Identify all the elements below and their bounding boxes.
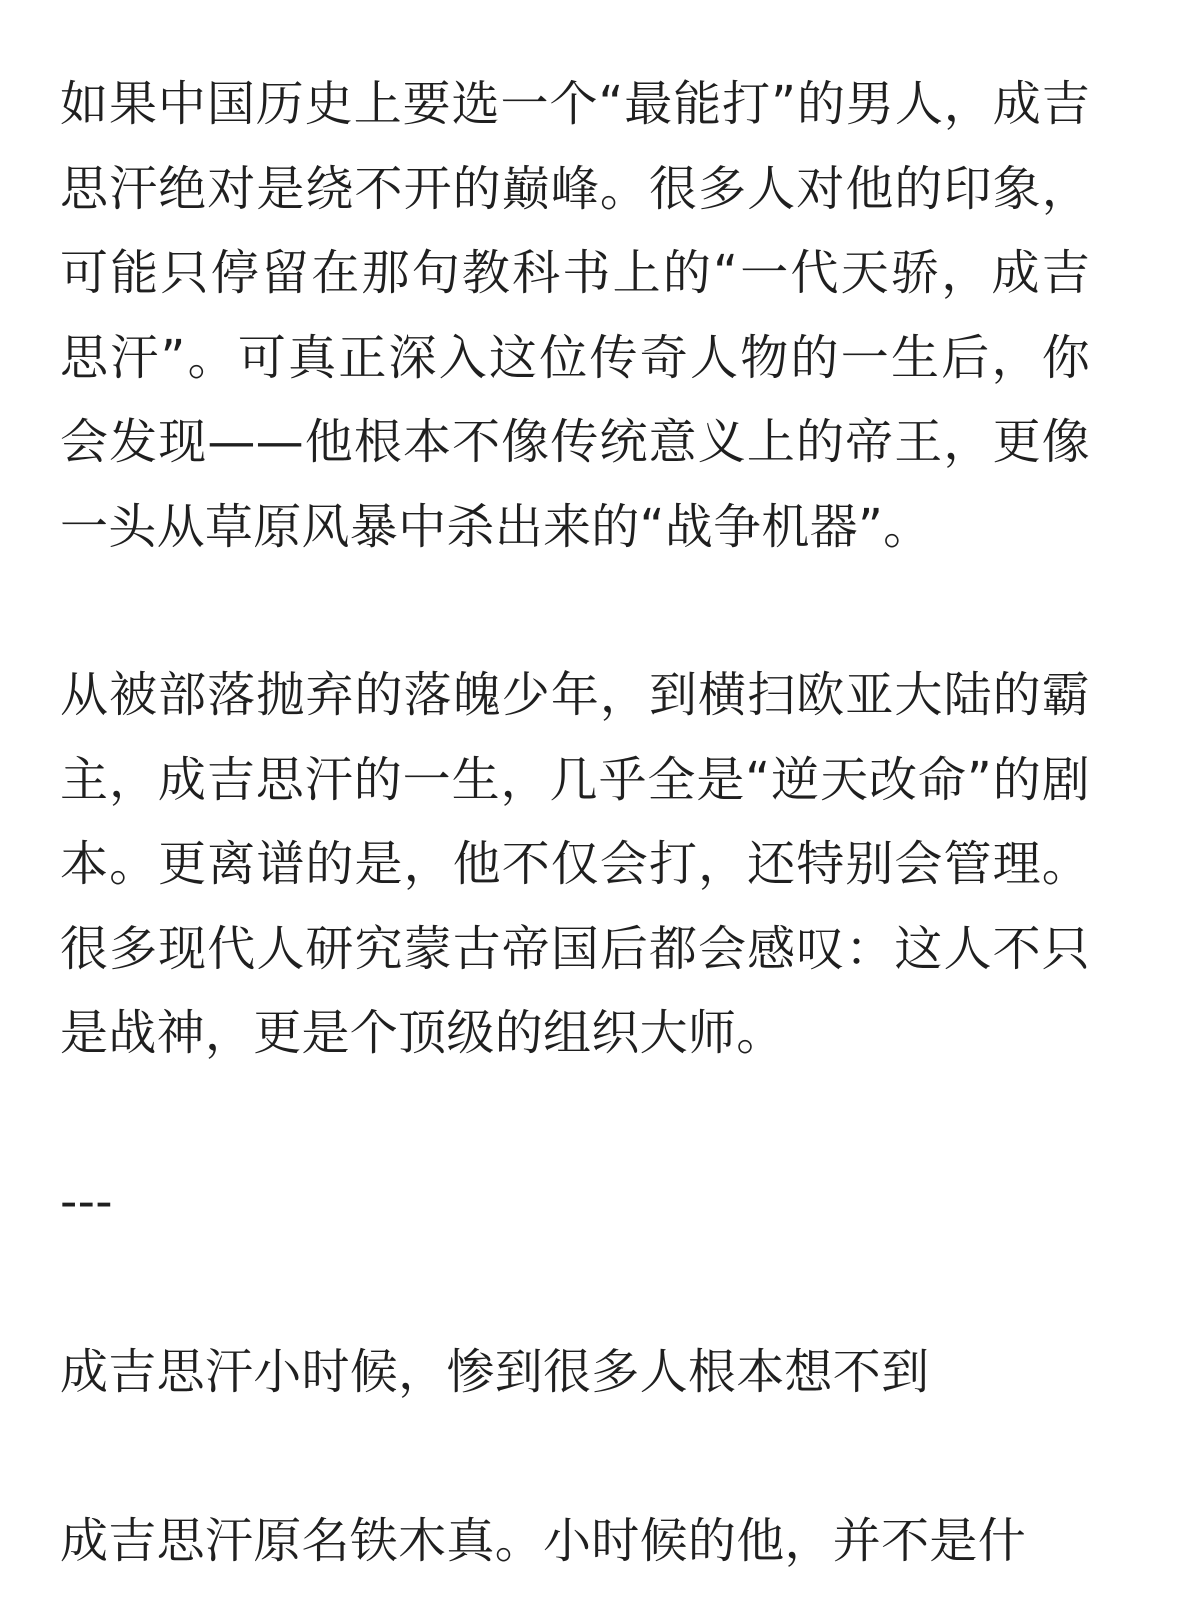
- section-divider: ---: [60, 1173, 113, 1230]
- section-heading: 成吉思汗小时候，惨到很多人根本想不到: [60, 1344, 930, 1400]
- second-paragraph: 从被部落抛弃的落魄少年，到横扫欧亚大陆的霸主，成吉思汗的一生，几乎全是“逆天改命”的剧本。更离谱的是，他不仅会打，还特别会管理。很多现代人研究蒙古帝国后都会感叹：这人不只是战神，更是个顶级的组织大师。: [60, 667, 1090, 1061]
- intro-paragraph: 如果中国历史上要选一个“最能打”的男人，成吉思汗绝对是绕不开的巅峰。很多人对他的印象，可能只停留在那句教科书上的“一代天骄，成吉思汗”。可真正深入这位传奇人物的一生后，你会发现——他根本不像传统意义上的帝王，更像一头从草原风暴中杀出来的“战争机器”。: [60, 76, 1090, 555]
- section-paragraph: 成吉思汗原名铁木真。小时候的他，并不是什: [60, 1512, 1027, 1569]
- article-body: [60, 62, 1090, 1583]
